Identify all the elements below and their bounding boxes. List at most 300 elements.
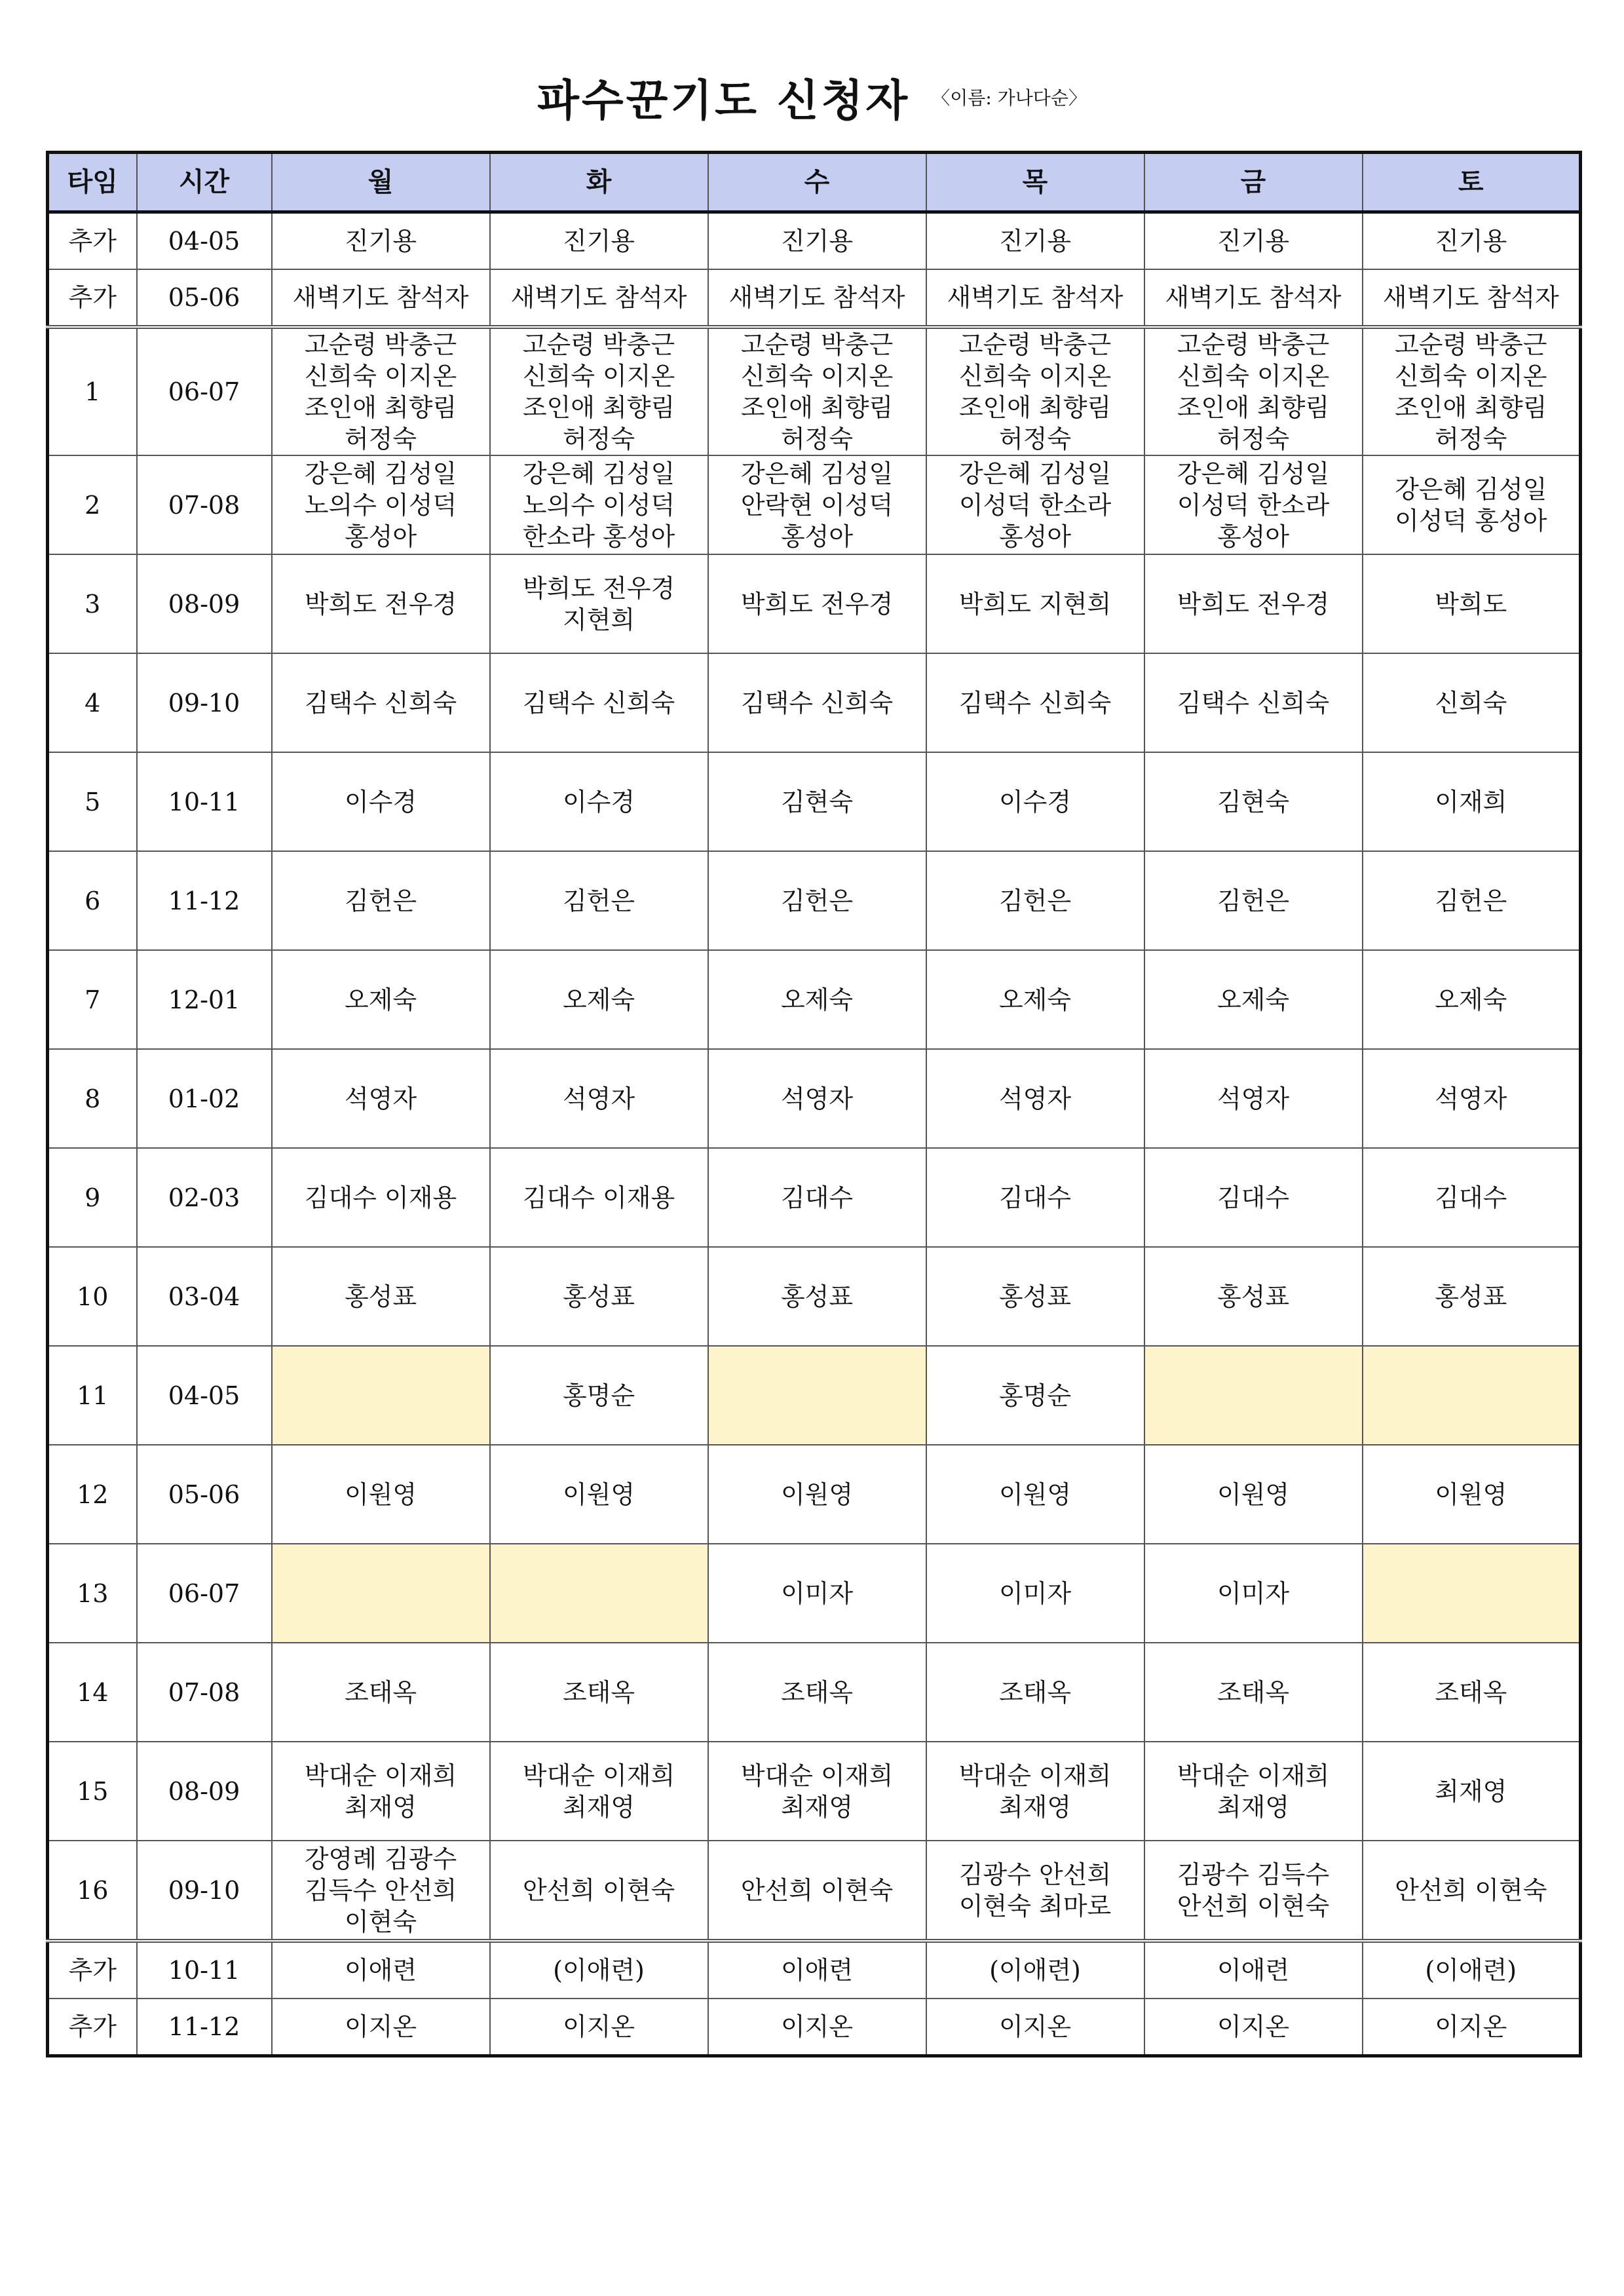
names-text: 김대수 bbox=[998, 1183, 1072, 1212]
names-text: 박희도 전우경 bbox=[1177, 589, 1330, 619]
slot-number-cell: 추가 bbox=[48, 1941, 137, 1999]
names-text: 새벽기도 참석자 bbox=[1382, 283, 1559, 312]
day-cell bbox=[1144, 1544, 1363, 1643]
time-range-cell: 11-12 bbox=[137, 1999, 272, 2056]
names-text: (이애련) bbox=[989, 1956, 1081, 1985]
names-text: 이원영 bbox=[562, 1480, 635, 1509]
time-range-cell: 09-10 bbox=[137, 1841, 272, 1941]
names-text: 강은혜 김성일 이성덕 한소라 홍성아 bbox=[1177, 459, 1330, 551]
day-cell bbox=[490, 1247, 708, 1346]
day-cell bbox=[1363, 1544, 1581, 1643]
table-row bbox=[48, 950, 1581, 1049]
table-row bbox=[48, 1346, 1581, 1445]
day-cell bbox=[926, 752, 1144, 851]
names-text: 이원영 bbox=[998, 1480, 1072, 1509]
names-text: 고순령 박충근 신희숙 이지온 조인애 최향림 허정숙 bbox=[958, 330, 1112, 453]
header-cell-thu: 목 bbox=[926, 153, 1144, 212]
day-cell bbox=[490, 1049, 708, 1148]
names-text: 김현숙 bbox=[1217, 787, 1290, 816]
names-text: 강은혜 김성일 안락현 이성덕 홍성아 bbox=[740, 459, 894, 551]
table-row bbox=[48, 269, 1581, 327]
names-text: 이미자 bbox=[1217, 1578, 1290, 1608]
names-text: 오제숙 bbox=[344, 985, 417, 1014]
slot-number-cell: 11 bbox=[48, 1346, 137, 1445]
time-range-cell: 01-02 bbox=[137, 1049, 272, 1148]
day-cell bbox=[490, 1643, 708, 1742]
time-range-cell: 10-11 bbox=[137, 1941, 272, 1999]
table-row bbox=[48, 1941, 1581, 1999]
header-cell-time: 시간 bbox=[137, 153, 272, 212]
header-cell-sat: 토 bbox=[1363, 153, 1581, 212]
day-cell bbox=[926, 653, 1144, 752]
day-cell bbox=[272, 1643, 490, 1742]
day-cell bbox=[708, 1247, 926, 1346]
day-cell bbox=[708, 1999, 926, 2056]
day-cell bbox=[708, 1049, 926, 1148]
day-cell bbox=[490, 851, 708, 950]
names-text: 석영자 bbox=[344, 1084, 417, 1113]
day-cell bbox=[708, 653, 926, 752]
time-range-cell: 03-04 bbox=[137, 1247, 272, 1346]
day-cell bbox=[272, 554, 490, 653]
names-text: 김대수 bbox=[1217, 1183, 1290, 1212]
names-text: 석영자 bbox=[1217, 1084, 1290, 1113]
day-cell bbox=[1363, 1999, 1581, 2056]
names-text: 최재영 bbox=[1435, 1776, 1507, 1806]
time-range-cell: 02-03 bbox=[137, 1148, 272, 1247]
names-text: 김광수 안선희 이현숙 최마로 bbox=[958, 1860, 1112, 1921]
names-text: 조태옥 bbox=[344, 1677, 417, 1707]
day-cell bbox=[1363, 851, 1581, 950]
day-cell bbox=[708, 327, 926, 455]
names-text: 이원영 bbox=[1435, 1480, 1507, 1509]
names-text: 김택수 신희숙 bbox=[740, 688, 894, 718]
names-text: 박희도 bbox=[1435, 589, 1507, 619]
table-row bbox=[48, 212, 1581, 270]
schedule-body bbox=[48, 212, 1581, 2056]
slot-number-cell: 12 bbox=[48, 1445, 137, 1544]
day-cell bbox=[490, 1841, 708, 1941]
names-text: 고순령 박충근 신희숙 이지온 조인애 최향림 허정숙 bbox=[1395, 330, 1547, 453]
names-text: 오제숙 bbox=[998, 985, 1072, 1014]
day-cell bbox=[1144, 1445, 1363, 1544]
page-title: 파수꾼기도 신청자 bbox=[537, 75, 911, 126]
day-cell bbox=[490, 653, 708, 752]
day-cell bbox=[272, 752, 490, 851]
day-cell bbox=[926, 1346, 1144, 1445]
names-text: 강은혜 김성일 노의수 이성덕 홍성아 bbox=[304, 459, 457, 551]
day-cell bbox=[272, 1742, 490, 1841]
header-cell-tue: 화 bbox=[490, 153, 708, 212]
slot-number-cell: 추가 bbox=[48, 212, 137, 270]
day-cell bbox=[1144, 1247, 1363, 1346]
table-row bbox=[48, 752, 1581, 851]
names-text: 새벽기도 참석자 bbox=[728, 283, 905, 312]
time-range-cell: 08-09 bbox=[137, 554, 272, 653]
names-text: 안선희 이현숙 bbox=[522, 1875, 675, 1905]
names-text: 이지온 bbox=[344, 2012, 417, 2041]
time-range-cell: 12-01 bbox=[137, 950, 272, 1049]
names-text: 오제숙 bbox=[1217, 985, 1290, 1014]
slot-number-cell: 1 bbox=[48, 327, 137, 455]
names-text: 김택수 신희숙 bbox=[958, 688, 1112, 718]
names-text: 고순령 박충근 신희숙 이지온 조인애 최향림 허정숙 bbox=[1177, 330, 1330, 453]
time-range-cell: 07-08 bbox=[137, 455, 272, 554]
names-text: 홍성표 bbox=[344, 1282, 417, 1311]
day-cell bbox=[490, 327, 708, 455]
slot-number-cell: 4 bbox=[48, 653, 137, 752]
names-text: 김택수 신희숙 bbox=[1177, 688, 1330, 718]
day-cell bbox=[708, 950, 926, 1049]
day-cell bbox=[1144, 653, 1363, 752]
day-cell bbox=[490, 1544, 708, 1643]
day-cell bbox=[926, 1049, 1144, 1148]
names-text: 고순령 박충근 신희숙 이지온 조인애 최향림 허정숙 bbox=[304, 330, 457, 453]
names-text: 새벽기도 참석자 bbox=[947, 283, 1124, 312]
day-cell bbox=[708, 1742, 926, 1841]
day-cell bbox=[490, 1148, 708, 1247]
names-text: 이원영 bbox=[344, 1480, 417, 1509]
day-cell bbox=[708, 455, 926, 554]
day-cell bbox=[272, 1247, 490, 1346]
header-cell-type: 타임 bbox=[48, 153, 137, 212]
day-cell bbox=[490, 752, 708, 851]
day-cell bbox=[272, 212, 490, 270]
time-range-cell: 11-12 bbox=[137, 851, 272, 950]
names-text: 이지온 bbox=[1217, 2012, 1290, 2041]
day-cell bbox=[1144, 1049, 1363, 1148]
names-text: 오제숙 bbox=[562, 985, 635, 1014]
day-cell bbox=[1363, 1247, 1581, 1346]
day-cell bbox=[1363, 1742, 1581, 1841]
day-cell bbox=[926, 950, 1144, 1049]
day-cell bbox=[490, 1346, 708, 1445]
names-text: 새벽기도 참석자 bbox=[510, 283, 687, 312]
day-cell bbox=[272, 1841, 490, 1941]
day-cell bbox=[1144, 455, 1363, 554]
day-cell bbox=[490, 1941, 708, 1999]
table-row bbox=[48, 1742, 1581, 1841]
day-cell bbox=[1363, 653, 1581, 752]
time-range-cell: 05-06 bbox=[137, 1445, 272, 1544]
header-cell-fri: 금 bbox=[1144, 153, 1363, 212]
slot-number-cell: 8 bbox=[48, 1049, 137, 1148]
day-cell bbox=[1144, 1941, 1363, 1999]
names-text: 진기용 bbox=[1435, 227, 1507, 256]
title-bar bbox=[0, 66, 1624, 128]
day-cell bbox=[708, 1544, 926, 1643]
page-subtitle: 〈이름: 가나다순〉 bbox=[932, 86, 1087, 109]
day-cell bbox=[490, 455, 708, 554]
day-cell bbox=[926, 1643, 1144, 1742]
day-cell bbox=[272, 653, 490, 752]
names-text: 이수경 bbox=[344, 787, 417, 816]
day-cell bbox=[272, 1941, 490, 1999]
day-cell bbox=[1363, 1841, 1581, 1941]
day-cell bbox=[926, 269, 1144, 327]
names-text: 이지온 bbox=[562, 2012, 635, 2041]
names-text: 석영자 bbox=[780, 1084, 854, 1113]
slot-number-cell: 9 bbox=[48, 1148, 137, 1247]
time-range-cell: 08-09 bbox=[137, 1742, 272, 1841]
names-text: 박대순 이재희 최재영 bbox=[740, 1761, 894, 1822]
header-cell-wed: 수 bbox=[708, 153, 926, 212]
names-text: 김헌은 bbox=[998, 886, 1072, 915]
names-text: 이미자 bbox=[780, 1578, 854, 1608]
table-row bbox=[48, 327, 1581, 455]
day-cell bbox=[490, 269, 708, 327]
table-row bbox=[48, 653, 1581, 752]
names-text: 김택수 신희숙 bbox=[304, 688, 457, 718]
names-text: 이지온 bbox=[780, 2012, 854, 2041]
day-cell bbox=[926, 212, 1144, 270]
day-cell bbox=[272, 1999, 490, 2056]
day-cell bbox=[708, 1941, 926, 1999]
day-cell bbox=[1144, 1841, 1363, 1941]
slot-number-cell: 추가 bbox=[48, 269, 137, 327]
day-cell bbox=[1363, 1941, 1581, 1999]
day-cell bbox=[490, 554, 708, 653]
day-cell bbox=[926, 1841, 1144, 1941]
table-row bbox=[48, 1544, 1581, 1643]
day-cell bbox=[1144, 1999, 1363, 2056]
names-text: 이재희 bbox=[1435, 787, 1507, 816]
day-cell bbox=[272, 1544, 490, 1643]
names-text: 박대순 이재희 최재영 bbox=[958, 1761, 1112, 1822]
names-text: 김대수 이재용 bbox=[522, 1183, 675, 1212]
day-cell bbox=[272, 455, 490, 554]
header-cell-mon: 월 bbox=[272, 153, 490, 212]
day-cell bbox=[708, 212, 926, 270]
names-text: 진기용 bbox=[1217, 227, 1290, 256]
names-text: 김헌은 bbox=[344, 886, 417, 915]
day-cell bbox=[926, 1742, 1144, 1841]
names-text: 강영례 김광수 김득수 안선희 이현숙 bbox=[304, 1844, 457, 1936]
names-text: 조태옥 bbox=[562, 1677, 635, 1707]
names-text: 조태옥 bbox=[998, 1677, 1072, 1707]
names-text: 새벽기도 참석자 bbox=[292, 283, 469, 312]
names-text: 박희도 전우경 bbox=[740, 589, 894, 619]
day-cell bbox=[490, 1742, 708, 1841]
names-text: 강은혜 김성일 이성덕 홍성아 bbox=[1395, 474, 1547, 535]
names-text: 강은혜 김성일 이성덕 한소라 홍성아 bbox=[958, 459, 1112, 551]
names-text: 석영자 bbox=[562, 1084, 635, 1113]
day-cell bbox=[708, 851, 926, 950]
prayer-schedule-table bbox=[46, 151, 1582, 2057]
day-cell bbox=[708, 752, 926, 851]
slot-number-cell: 13 bbox=[48, 1544, 137, 1643]
table-row bbox=[48, 1247, 1581, 1346]
slot-number-cell: 16 bbox=[48, 1841, 137, 1941]
table-row bbox=[48, 1999, 1581, 2056]
names-text: 조태옥 bbox=[780, 1677, 854, 1707]
names-text: 박대순 이재희 최재영 bbox=[1177, 1761, 1330, 1822]
table-row bbox=[48, 455, 1581, 554]
day-cell bbox=[1363, 1643, 1581, 1742]
day-cell bbox=[1363, 1346, 1581, 1445]
names-text: 신희숙 bbox=[1435, 688, 1507, 718]
names-text: 이지온 bbox=[1435, 2012, 1507, 2041]
names-text: 오제숙 bbox=[780, 985, 854, 1014]
slot-number-cell: 14 bbox=[48, 1643, 137, 1742]
slot-number-cell: 6 bbox=[48, 851, 137, 950]
names-text: 김현숙 bbox=[780, 787, 854, 816]
names-text: 박희도 지현희 bbox=[958, 589, 1112, 619]
day-cell bbox=[1144, 554, 1363, 653]
names-text: 이지온 bbox=[998, 2012, 1072, 2041]
names-text: (이애련) bbox=[1425, 1956, 1517, 1985]
names-text: 홍성표 bbox=[998, 1282, 1072, 1311]
slot-number-cell: 5 bbox=[48, 752, 137, 851]
names-text: 박대순 이재희 최재영 bbox=[304, 1761, 457, 1822]
names-text: 김대수 bbox=[780, 1183, 854, 1212]
names-text: 이수경 bbox=[998, 787, 1072, 816]
day-cell bbox=[926, 1148, 1144, 1247]
time-range-cell: 10-11 bbox=[137, 752, 272, 851]
day-cell bbox=[490, 212, 708, 270]
names-text: 김택수 신희숙 bbox=[522, 688, 675, 718]
names-text: 안선희 이현숙 bbox=[740, 1875, 894, 1905]
day-cell bbox=[272, 950, 490, 1049]
day-cell bbox=[926, 1999, 1144, 2056]
day-cell bbox=[1363, 1445, 1581, 1544]
names-text: 진기용 bbox=[998, 227, 1072, 256]
table-row bbox=[48, 1445, 1581, 1544]
names-text: 김헌은 bbox=[1217, 886, 1290, 915]
names-text: 김헌은 bbox=[780, 886, 854, 915]
names-text: 김헌은 bbox=[1435, 886, 1507, 915]
header-row bbox=[48, 153, 1581, 212]
day-cell bbox=[1144, 269, 1363, 327]
time-range-cell: 04-05 bbox=[137, 1346, 272, 1445]
names-text: 홍성표 bbox=[780, 1282, 854, 1311]
names-text: (이애련) bbox=[553, 1956, 645, 1985]
names-text: 홍성표 bbox=[562, 1282, 635, 1311]
time-range-cell: 06-07 bbox=[137, 1544, 272, 1643]
names-text: 고순령 박충근 신희숙 이지온 조인애 최향림 허정숙 bbox=[522, 330, 675, 453]
day-cell bbox=[1363, 752, 1581, 851]
day-cell bbox=[708, 1346, 926, 1445]
names-text: 새벽기도 참석자 bbox=[1165, 283, 1342, 312]
names-text: 박희도 전우경 bbox=[304, 589, 457, 619]
day-cell bbox=[490, 1445, 708, 1544]
day-cell bbox=[1363, 554, 1581, 653]
time-range-cell: 05-06 bbox=[137, 269, 272, 327]
day-cell bbox=[1144, 1643, 1363, 1742]
day-cell bbox=[926, 1445, 1144, 1544]
names-text: 조태옥 bbox=[1435, 1677, 1507, 1707]
day-cell bbox=[708, 1643, 926, 1742]
day-cell bbox=[1144, 1346, 1363, 1445]
day-cell bbox=[490, 1999, 708, 2056]
day-cell bbox=[272, 1148, 490, 1247]
names-text: 박대순 이재희 최재영 bbox=[522, 1761, 675, 1822]
time-range-cell: 06-07 bbox=[137, 327, 272, 455]
day-cell bbox=[272, 1445, 490, 1544]
names-text: 안선희 이현숙 bbox=[1395, 1875, 1547, 1905]
names-text: 김대수 bbox=[1435, 1183, 1507, 1212]
time-range-cell: 04-05 bbox=[137, 212, 272, 270]
slot-number-cell: 3 bbox=[48, 554, 137, 653]
day-cell bbox=[926, 851, 1144, 950]
names-text: 이애련 bbox=[1217, 1956, 1290, 1985]
time-range-cell: 09-10 bbox=[137, 653, 272, 752]
slot-number-cell: 15 bbox=[48, 1742, 137, 1841]
names-text: 진기용 bbox=[562, 227, 635, 256]
names-text: 이원영 bbox=[1217, 1480, 1290, 1509]
day-cell bbox=[1144, 851, 1363, 950]
slot-number-cell: 추가 bbox=[48, 1999, 137, 2056]
day-cell bbox=[1363, 212, 1581, 270]
table-row bbox=[48, 1643, 1581, 1742]
table-row bbox=[48, 554, 1581, 653]
names-text: 홍성표 bbox=[1435, 1282, 1507, 1311]
day-cell bbox=[708, 269, 926, 327]
table-row bbox=[48, 851, 1581, 950]
day-cell bbox=[708, 1148, 926, 1247]
slot-number-cell: 10 bbox=[48, 1247, 137, 1346]
names-text: 이수경 bbox=[562, 787, 635, 816]
day-cell bbox=[1363, 950, 1581, 1049]
day-cell bbox=[1144, 950, 1363, 1049]
names-text: 이애련 bbox=[780, 1956, 854, 1985]
names-text: 이미자 bbox=[998, 1578, 1072, 1608]
day-cell bbox=[708, 1841, 926, 1941]
day-cell bbox=[926, 327, 1144, 455]
day-cell bbox=[1144, 1148, 1363, 1247]
day-cell bbox=[272, 851, 490, 950]
table-row bbox=[48, 1148, 1581, 1247]
day-cell bbox=[272, 1049, 490, 1148]
slot-number-cell: 7 bbox=[48, 950, 137, 1049]
names-text: 홍명순 bbox=[998, 1381, 1072, 1410]
day-cell bbox=[1144, 212, 1363, 270]
day-cell bbox=[1144, 752, 1363, 851]
time-range-cell: 07-08 bbox=[137, 1643, 272, 1742]
day-cell bbox=[926, 554, 1144, 653]
day-cell bbox=[1144, 327, 1363, 455]
names-text: 조태옥 bbox=[1217, 1677, 1290, 1707]
names-text: 홍명순 bbox=[562, 1381, 635, 1410]
day-cell bbox=[926, 1941, 1144, 1999]
table-row bbox=[48, 1841, 1581, 1941]
day-cell bbox=[272, 269, 490, 327]
day-cell bbox=[1363, 1148, 1581, 1247]
names-text: 김대수 이재용 bbox=[304, 1183, 457, 1212]
day-cell bbox=[1363, 327, 1581, 455]
names-text: 김헌은 bbox=[562, 886, 635, 915]
names-text: 김광수 김득수 안선희 이현숙 bbox=[1177, 1860, 1330, 1921]
names-text: 진기용 bbox=[344, 227, 417, 256]
names-text: 고순령 박충근 신희숙 이지온 조인애 최향림 허정숙 bbox=[740, 330, 894, 453]
day-cell bbox=[1363, 455, 1581, 554]
table-row bbox=[48, 1049, 1581, 1148]
day-cell bbox=[926, 1544, 1144, 1643]
names-text: 홍성표 bbox=[1217, 1282, 1290, 1311]
names-text: 이애련 bbox=[344, 1956, 417, 1985]
names-text: 진기용 bbox=[780, 227, 854, 256]
day-cell bbox=[926, 455, 1144, 554]
names-text: 이원영 bbox=[780, 1480, 854, 1509]
names-text: 석영자 bbox=[1435, 1084, 1507, 1113]
day-cell bbox=[1363, 269, 1581, 327]
names-text: 석영자 bbox=[998, 1084, 1072, 1113]
day-cell bbox=[708, 1445, 926, 1544]
day-cell bbox=[272, 1346, 490, 1445]
day-cell bbox=[1363, 1049, 1581, 1148]
day-cell bbox=[490, 950, 708, 1049]
names-text: 오제숙 bbox=[1435, 985, 1507, 1014]
